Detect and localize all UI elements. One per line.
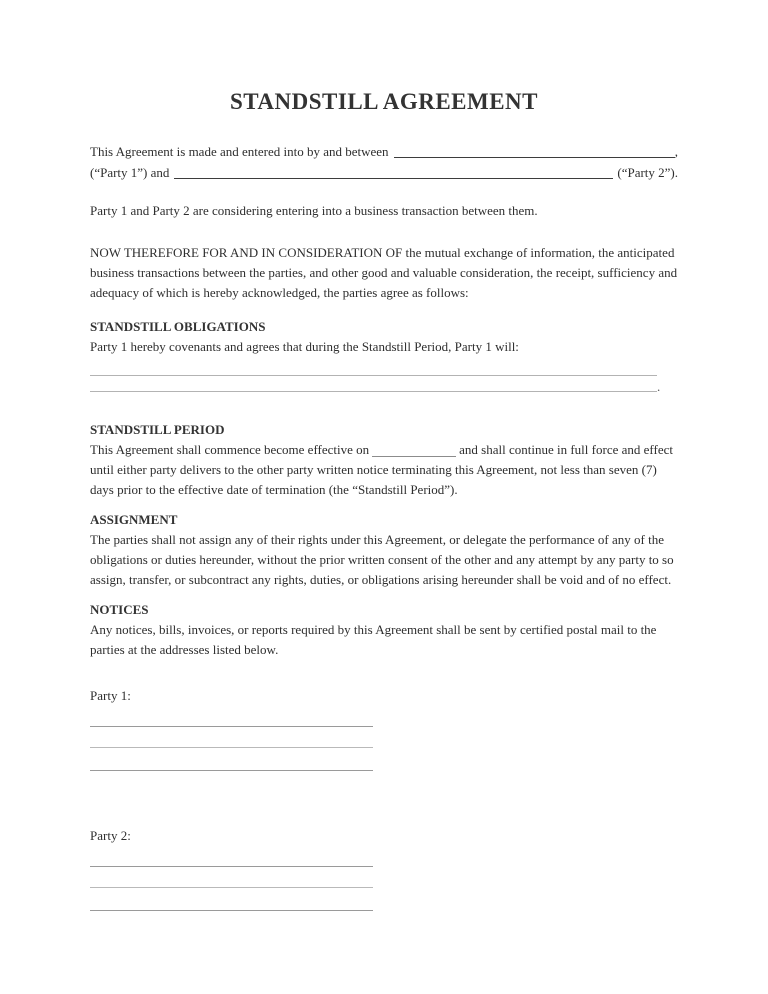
party1-name-blank[interactable] [394,141,675,158]
obligations-blank-lines [90,361,678,392]
considering-paragraph: Party 1 and Party 2 are considering entering into a business transaction between them. [90,203,538,218]
period-section [90,420,678,500]
intro-line-2 [90,162,678,183]
effective-date-blank[interactable] [372,455,456,457]
obligations-blank-line-2-row [90,376,678,392]
intro-line-1 [90,141,678,162]
party2-name-blank[interactable] [174,162,613,179]
party1-address-line-1[interactable] [90,706,373,727]
intro-line-1-text: This Agreement is made and entered into by and between [90,144,389,159]
period-paragraph [90,440,678,500]
document-title: STANDSTILL AGREEMENT [229,89,539,114]
intro-line-1-suffix: , [674,144,678,159]
period-heading: STANDSTILL PERIOD [90,422,225,437]
intro-line-2-suffix: (“Party 2”). [617,165,678,180]
party2-address-line-3[interactable] [90,888,373,911]
obligations-blank-line-2[interactable] [90,377,657,392]
now-therefore-paragraph: NOW THEREFORE FOR AND IN CONSIDERATION OF the mutual exchange of information, the anticipated business transactions between the parties, and other good and valuable consideration, the receipt, sufficiency and adequacy of which is hereby acknowledged, the parties agree as follows: [90,245,678,300]
party1-address-line-3[interactable] [90,748,373,771]
party1-address-lines [90,706,678,771]
party1-address-line-2[interactable] [90,727,373,748]
obligations-section [90,317,678,392]
notices-heading: NOTICES [90,602,149,617]
intro-paragraph [90,141,678,183]
period-text-before-blank: This Agreement shall commence become effective on [90,442,370,457]
obligations-blank-suffix: . [657,379,661,394]
party2-address-line-1[interactable] [90,846,373,867]
assignment-heading: ASSIGNMENT [90,512,178,527]
party2-address-line-2[interactable] [90,867,373,888]
obligations-paragraph: Party 1 hereby covenants and agrees that during the Standstill Period, Party 1 will: [90,339,519,354]
period-text-after-blank: and shall continue in full force and effect until either party delivers to the other party written notice terminating this Agreement, not less than seven (7) days prior to the effective date of termination (the “Standstill Period”). [90,442,673,497]
assignment-section [90,510,678,590]
obligations-heading: STANDSTILL OBLIGATIONS [90,319,266,334]
party1-label: Party 1: [90,688,131,703]
obligations-blank-line-1[interactable] [90,361,657,376]
intro-line-2-prefix: (“Party 1”) and [90,165,170,180]
assignment-paragraph: The parties shall not assign any of their rights under this Agreement, or delegate the performance of any of the obligations or duties hereunder, without the prior written consent of the other and any attempt by any party to so assign, transfer, or subcontract any rights, duties, or obligations arising hereunder shall be void and of no effect. [90,532,674,587]
notices-paragraph: Any notices, bills, invoices, or reports required by this Agreement shall be sent by certified postal mail to the parties at the addresses listed below. [90,622,657,657]
notices-section [90,600,678,911]
party2-label: Party 2: [90,828,131,843]
party2-address-lines [90,846,678,911]
